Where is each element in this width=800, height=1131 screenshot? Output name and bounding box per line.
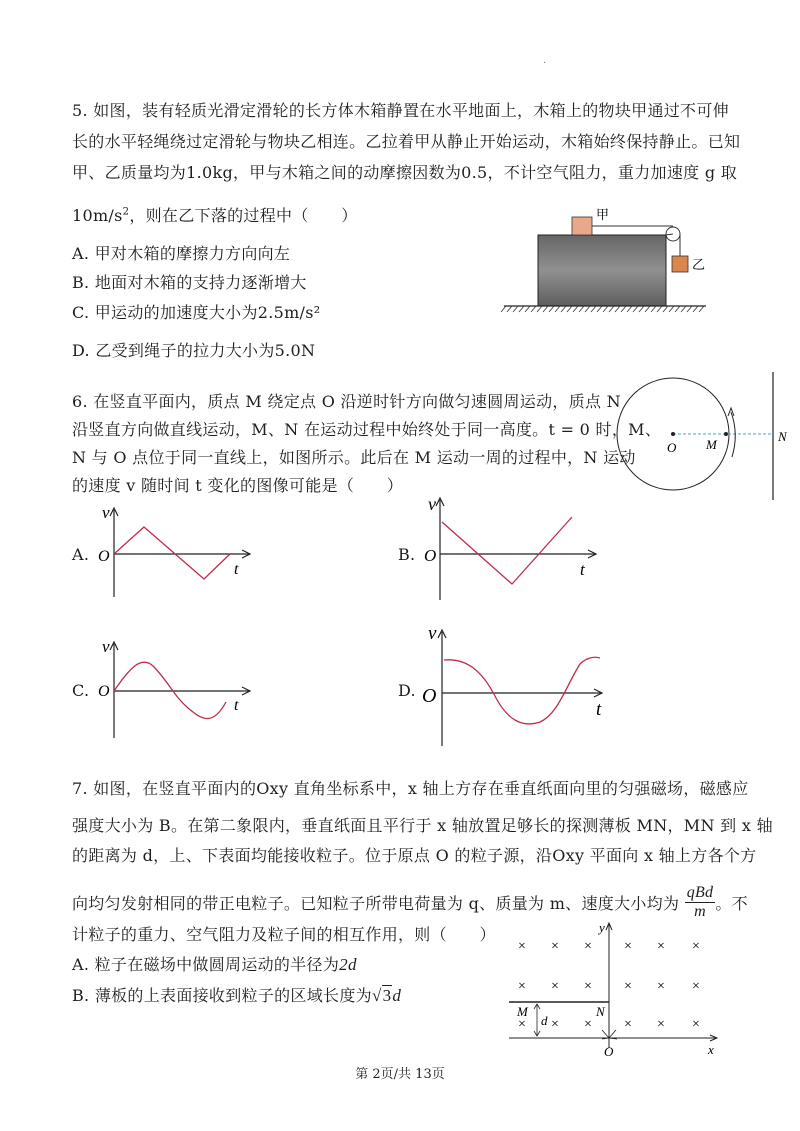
label-jia: 甲 (596, 207, 610, 222)
q5-option-a[interactable]: A. 甲对木箱的摩擦力方向向左 (72, 244, 291, 263)
label-m: M (706, 437, 717, 452)
q7-option-b-text: B. 薄板的上表面接收到粒子的区域长度为 (72, 986, 372, 1005)
hatch-mark (585, 306, 590, 312)
hatch-mark (549, 306, 554, 312)
label-v: v (428, 623, 437, 644)
field-cross: × (692, 1017, 700, 1032)
hatch-mark (603, 306, 608, 312)
label-t: t (234, 697, 239, 714)
field-cross: × (624, 939, 632, 954)
curve-a (114, 527, 230, 579)
q6-line-4: 的速度 v 随时间 t 变化的图像可能是（ ） (72, 476, 404, 495)
field-cross: × (551, 1017, 559, 1032)
q5-unit: 10m/s (72, 206, 123, 225)
field-cross: × (551, 979, 559, 994)
hatch-mark (591, 306, 596, 312)
q6-option-b[interactable]: B. (398, 545, 416, 564)
q6-line-2: 沿竖直方向做直线运动，M、N 在运动过程中始终处于同一高度。t = 0 时，M、 (72, 420, 662, 439)
sqrt-radicand: 3 (382, 986, 392, 1005)
field-cross: × (518, 939, 526, 954)
label-o: O (604, 1044, 614, 1059)
curve-b (442, 517, 572, 584)
field-cross: × (657, 1017, 665, 1032)
q6-figure (615, 372, 795, 500)
q6-line-3: N 与 O 点位于同一直线上，如图所示。此后在 M 运动一周的过程中，N 运动 (72, 448, 636, 467)
hatch-mark (633, 306, 638, 312)
label-t: t (596, 699, 602, 720)
hatch-mark (663, 306, 668, 312)
q5-unit-exponent: 2 (122, 206, 130, 218)
label-o: O (98, 683, 110, 700)
hatch-mark (501, 306, 506, 312)
hatch-mark (687, 306, 692, 312)
page-mark: · (543, 58, 547, 69)
field-cross: × (657, 939, 665, 954)
field-cross: × (624, 979, 632, 994)
velocity-fraction (685, 884, 716, 921)
q5-option-d[interactable]: D. 乙受到绳子的拉力大小为5.0N (72, 341, 316, 360)
hatch-mark (513, 306, 518, 312)
hatch-mark (573, 306, 578, 312)
field-cross: × (584, 1017, 592, 1032)
point-o (671, 432, 675, 436)
label-y: y (599, 920, 605, 935)
hatch-mark (597, 306, 602, 312)
hatch-mark (681, 306, 686, 312)
hatch-mark (675, 306, 680, 312)
label-n: N (596, 1004, 605, 1019)
q5-option-b[interactable]: B. 地面对木箱的支持力逐渐增大 (72, 273, 307, 292)
hatch-mark (621, 306, 626, 312)
ground-hatching (501, 306, 704, 312)
q7-option-b[interactable] (72, 983, 401, 1006)
q5-line-1: 5. 如图，装有轻质光滑定滑轮的长方体木箱静置在水平地面上，木箱上的物块甲通过不可伸 (72, 101, 729, 120)
hatch-mark (525, 306, 530, 312)
block-yi (672, 256, 688, 272)
q7-line-3: 的距离为 d，上、下表面均能接收粒子。位于原点 O 的粒子源，沿Oxy 平面向 x 轴上方各个方 (72, 846, 757, 865)
q7-option-a-value: 2d (339, 955, 357, 974)
q6-option-a[interactable]: A. (72, 545, 90, 564)
point-m (724, 432, 728, 436)
field-cross: × (657, 979, 665, 994)
hatch-mark (561, 306, 566, 312)
hatch-mark (639, 306, 644, 312)
page-footer: 第 2页/共 13页 (355, 1067, 445, 1082)
q6-line-1: 6. 在竖直平面内，质点 M 绕定点 O 沿逆时针方向做匀速圆周运动，质点 N (72, 392, 621, 411)
field-cross: × (624, 1017, 632, 1032)
label-m: M (517, 1004, 528, 1019)
field-cross: × (518, 1017, 526, 1032)
block-jia (572, 217, 592, 235)
q7-line-2: 强度大小为 B。在第二象限内，垂直纸面且平行于 x 轴放置足够长的探测薄板 MN，MN 到 x 轴 (72, 816, 773, 835)
q6-option-c[interactable]: C. (72, 681, 90, 700)
graph-c (92, 636, 262, 740)
hatch-mark (507, 306, 512, 312)
hatch-mark (627, 306, 632, 312)
sqrt-variable: d (392, 986, 402, 1005)
hatch-mark (531, 306, 536, 312)
q5-line-3: 甲、乙质量均为1.0kg，甲与木箱之间的动摩擦因数为0.5，不计空气阻力，重力加速度 g 取 (72, 163, 738, 182)
hatch-mark (567, 306, 572, 312)
q5-stem-end: ，则在乙下落的过程中（ ） (129, 206, 358, 225)
label-o: O (424, 546, 437, 565)
q5-line-2: 长的水平轻绳绕过定滑轮与物块乙相连。乙拉着甲从静止开始运动，木箱始终保持静止。已知 (72, 132, 741, 151)
hatch-mark (543, 306, 548, 312)
label-d: d (541, 1013, 548, 1028)
graph-d (418, 622, 608, 746)
field-cross: × (692, 939, 700, 954)
field-cross: × (584, 939, 592, 954)
hatch-mark (555, 306, 560, 312)
q7-line-4-text: 向均匀发射相同的带正电粒子。已知粒子所带电荷量为 q、质量为 m、速度大小均为 (72, 894, 680, 913)
fraction-denominator: m (694, 903, 706, 920)
label-yi: 乙 (692, 257, 706, 272)
q7-option-a[interactable] (72, 952, 357, 975)
field-cross: × (584, 979, 592, 994)
curve-c (114, 662, 226, 718)
label-v: v (102, 503, 110, 522)
q6-option-d[interactable]: D. (398, 681, 416, 700)
hatch-mark (609, 306, 614, 312)
field-cross: × (551, 939, 559, 954)
label-v: v (102, 637, 110, 656)
fraction-numerator: qBd (686, 884, 714, 901)
q7-figure (505, 918, 730, 1060)
q7-option-a-text: A. 粒子在磁场中做圆周运动的半径为 (72, 955, 340, 974)
hatch-mark (693, 306, 698, 312)
hatch-mark (537, 306, 542, 312)
graph-b (418, 492, 598, 602)
q5-option-c[interactable]: C. 甲运动的加速度大小为2.5m/s² (72, 303, 321, 322)
label-o: O (667, 440, 677, 455)
hatch-mark (651, 306, 656, 312)
q5-line-4 (72, 203, 358, 226)
hatch-mark (519, 306, 524, 312)
hatch-mark (657, 306, 662, 312)
label-o: O (422, 685, 437, 707)
q5-figure (500, 205, 710, 325)
curve-d (444, 657, 600, 724)
graph-a (92, 502, 262, 602)
label-x: x (708, 1042, 714, 1057)
field-cross: × (692, 979, 700, 994)
hatch-mark (699, 306, 704, 312)
label-o: O (98, 548, 110, 565)
label-t: t (234, 561, 239, 578)
sqrt-expression: √3 (371, 986, 392, 1005)
wooden-box (538, 235, 666, 306)
hatch-mark (579, 306, 584, 312)
field-cross: × (518, 979, 526, 994)
hatch-mark (669, 306, 674, 312)
hatch-mark (645, 306, 650, 312)
q7-line-5: 计粒子的重力、空气阻力及粒子间的相互作用，则（ ） (72, 925, 496, 944)
q7-line-4-end: 。不 (715, 894, 748, 913)
label-t: t (580, 560, 585, 579)
q7-line-1: 7. 如图，在竖直平面内的Oxy 直角坐标系中，x 轴上方存在垂直纸面向里的匀强磁场，磁感应 (72, 779, 749, 798)
label-v: v (428, 494, 436, 514)
hatch-mark (615, 306, 620, 312)
label-n: N (778, 429, 787, 444)
